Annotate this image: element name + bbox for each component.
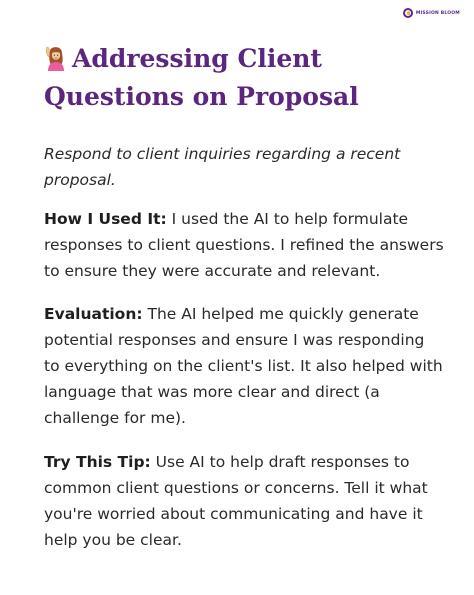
brand-logo-text: MISSION BLOOM — [415, 10, 460, 16]
section-lead: Try This Tip: — [44, 453, 151, 471]
logo-icon — [403, 8, 413, 18]
section-how-i-used-it — [44, 206, 444, 284]
section-evaluation — [44, 301, 444, 431]
section-body: I used the AI to help formulate responses to client questions. I refined the answers to ensure they were accurate and relevant. — [44, 210, 444, 280]
intro-text: Respond to client inquiries regarding a recent proposal. — [44, 145, 401, 189]
section-lead: How I Used It: — [44, 210, 167, 228]
brand-logo — [403, 8, 460, 18]
page-title — [44, 40, 454, 116]
person-raising-hand-icon — [44, 44, 66, 70]
section-lead: Evaluation: — [44, 305, 143, 323]
section-body: Use AI to help draft responses to common client questions or concerns. Tell it what you're worried about communicating and have it help you be clear. — [44, 453, 428, 549]
section-try-this-tip — [44, 449, 444, 553]
page-title-text: Addressing Client Questions on Proposal — [44, 44, 359, 111]
section-body: The AI helped me quickly generate potential responses and ensure I was responding to everything on the client's list. It also helped with language that was more clear and direct (a challenge for me). — [44, 305, 443, 427]
